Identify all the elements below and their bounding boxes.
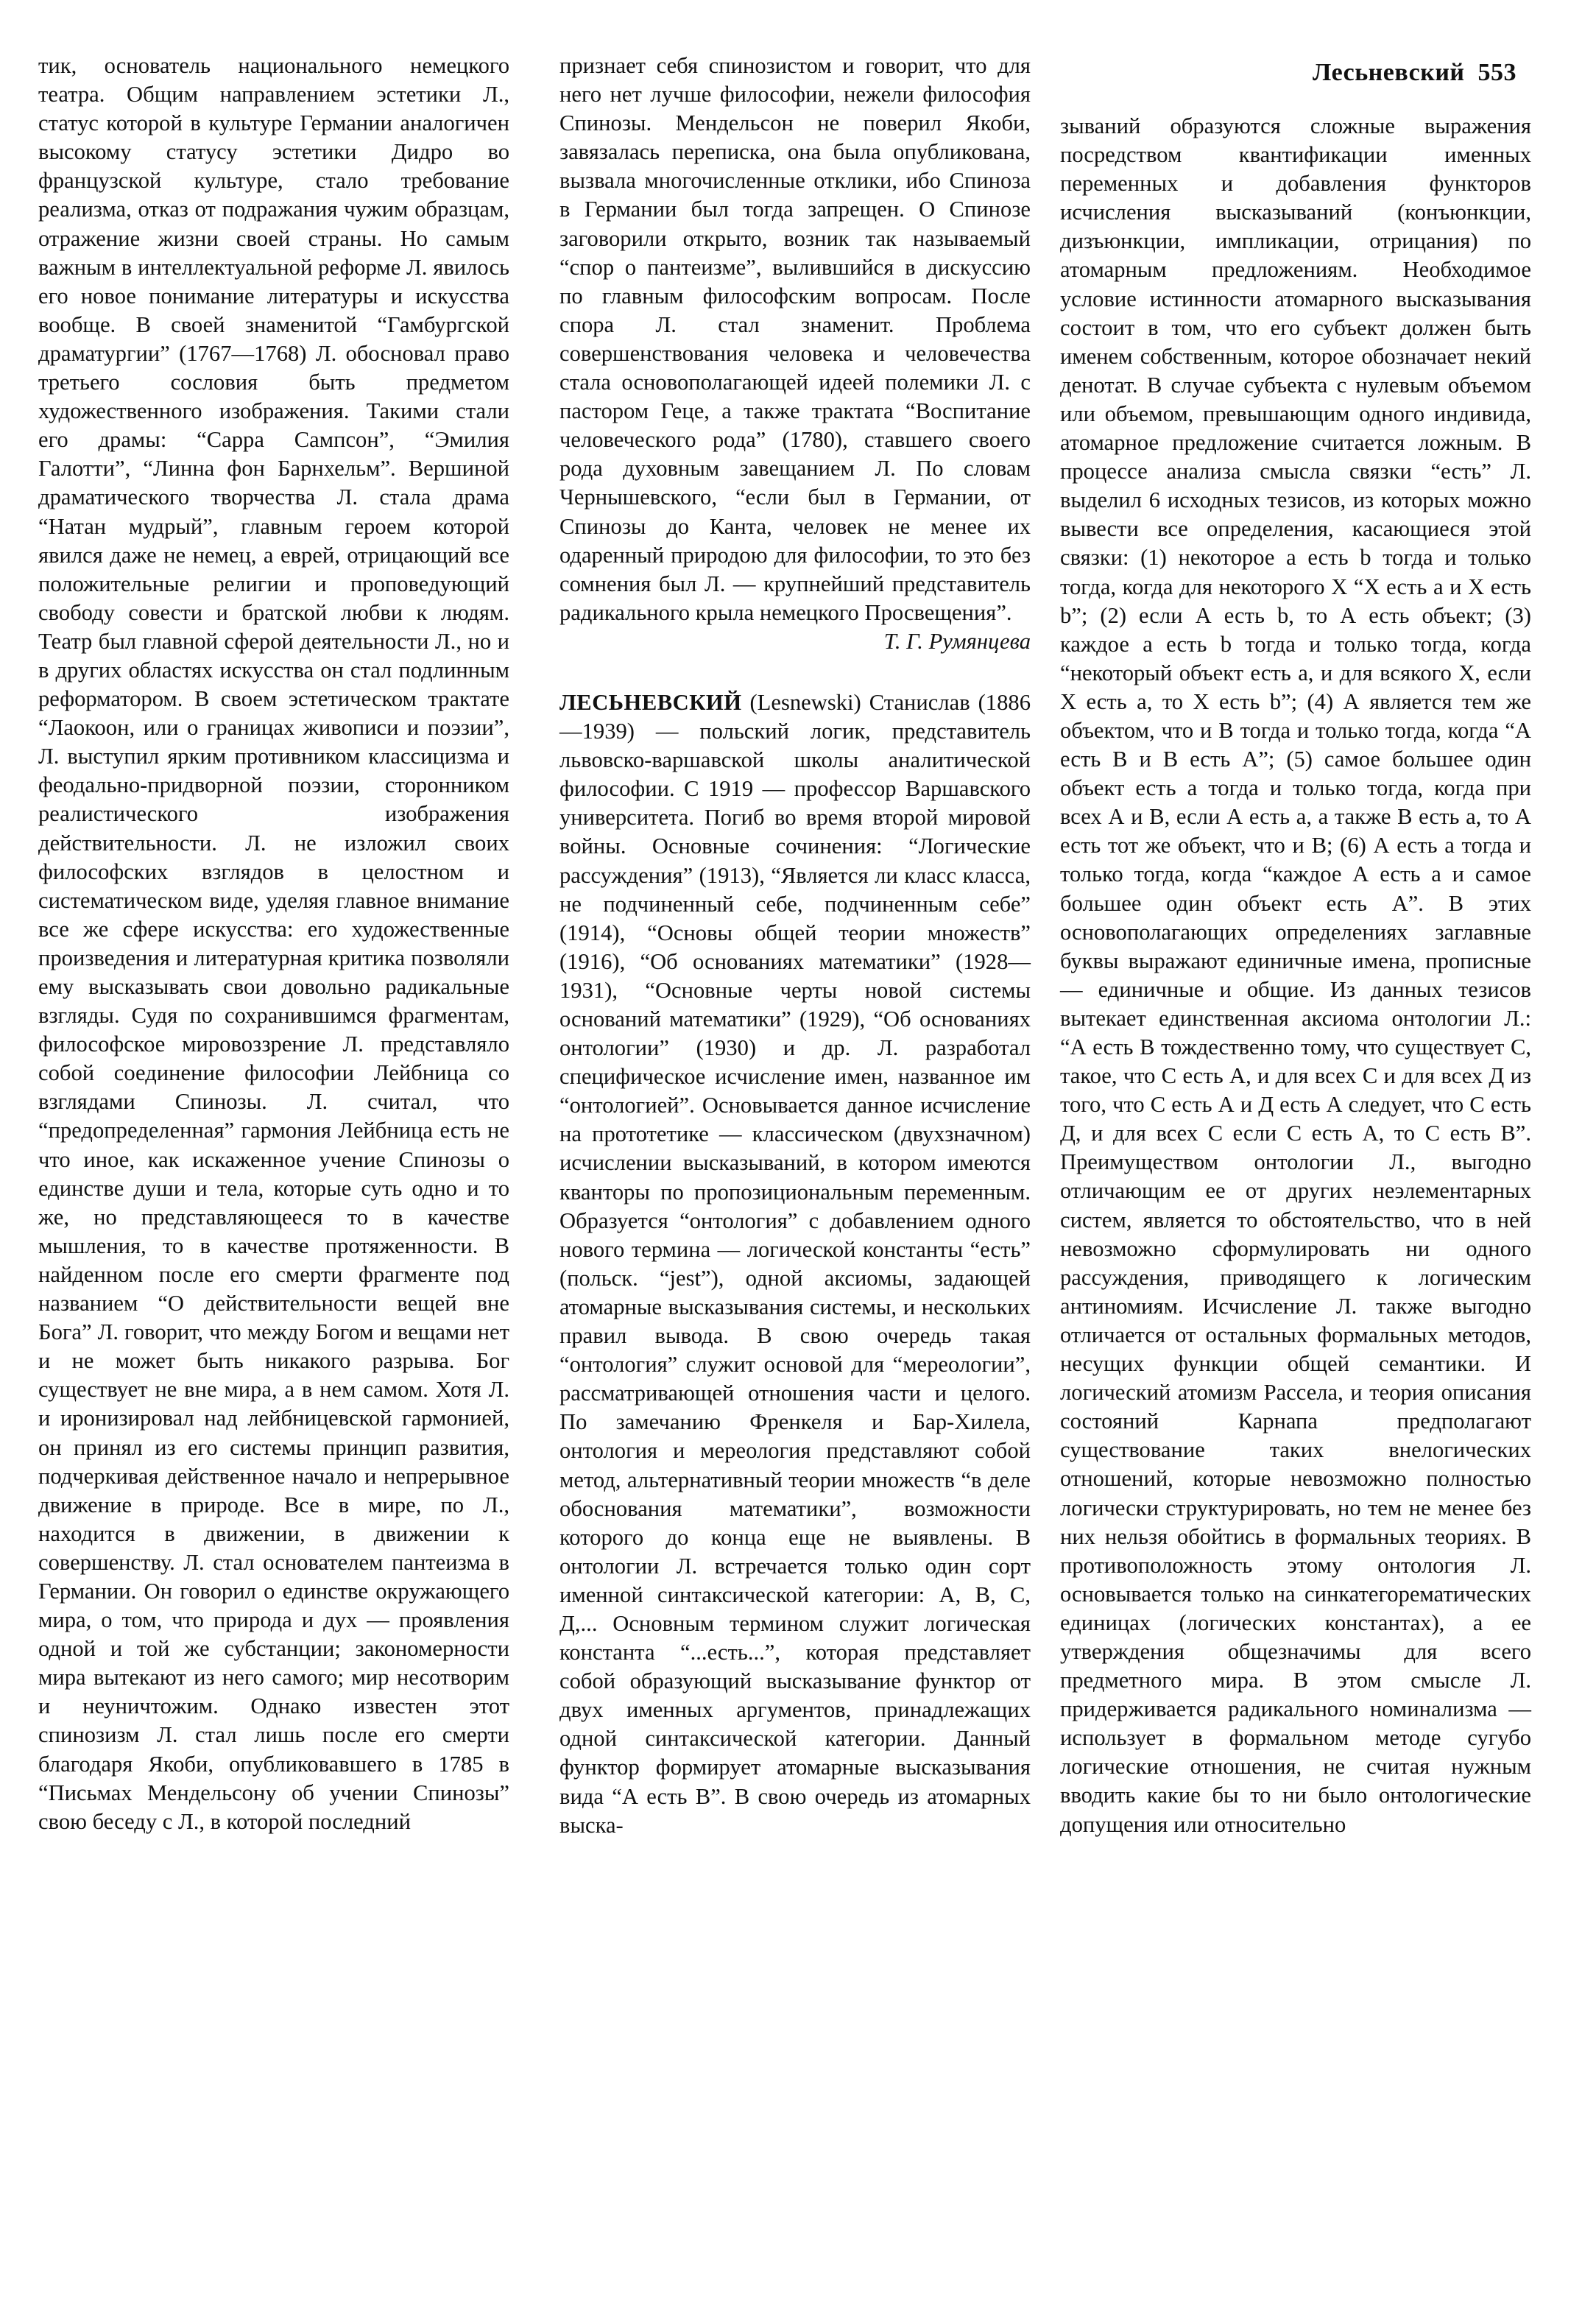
running-header <box>1313 59 1516 87</box>
entry-body: (Lesnewski) Станислав (1886—1939) — польский логик, представитель львовско-варшавской школы аналитической философии. С 1919 — профессор Варшавского университета. Погиб во время второй мировой войны. Основные сочинения: “Логические рассуждения” (1913), “Является ли класс класса, не подчиненный себе, подчиненным себе” (1914), “Основы общей теории множеств” (1916), “Об основаниях математики” (1928—1931), “Основные черты новой системы оснований математики” (1929), “Об основаниях онтологии” (1930) и др. Л. разработал специфическое исчисление имен, названное им “онтологией”. Основывается данное исчисление на прототетике — классическом (двухзначном) исчислении высказываний, в котором имеются кванторы по пропозициональным переменным. Образуется “онтология” с добавлением одного нового термина — логической константы “есть” (польск. “jest”), одной аксиомы, задающей атомарные высказывания системы, и нескольких правил вывода. В свою очередь такая “онтология” служит основой для “мереологии”, рассматривающей отношения части и целого. По замечанию Френкеля и Бар-Хилела, онтология и мереология представляют собой метод, альтернативный теории множеств “в деле обоснования математики”, возможности которого до конца еще не выявлены. В онтологии Л. встречается только один сорт именной синтаксической категории: А, В, С, Д,... Основным термином служит логическая константа “...есть...”, которая представляет собой образующий высказывание функтор от двух именных аргументов, принадлежащих одной синтаксической категории. Данный функтор формирует атомарные высказывания вида “А есть В”. В свою очередь из атомарных выска- <box>559 689 1031 1838</box>
text-column-2 <box>559 52 1031 1840</box>
running-title: Лесьневский <box>1313 59 1465 86</box>
column-3-text: зываний образуются сложные выражения посредством квантификации именных переменных и добавления функторов исчисления высказываний (конъюнкции, дизъюнкции, импликации, отрицания) по атомарным предложениям. Необходимое условие истинности атомарного высказывания состоит в том, что его субъект должен быть именем собственным, которое обозначает некий денотат. В случае субъекта с нулевым объемом или объемом, превышающим одного индивида, атомарное предложение считается ложным. В процессе анализа смысла связки “есть” Л. выделил 6 исходных тезисов, из которых можно вывести все определения, касающиеся этой связки: (1) некоторое а есть b тогда и только тогда, когда для некоторого X “X есть а и X есть b”; (2) если А есть b, то А есть объект; (3) каждое а есть b тогда и только тогда, когда “некоторый объект есть а, и для всякого X, если X есть а, то X есть b”; (4) А является тем же объектом, что и В тогда и только тогда, когда “А есть В и В есть А”; (5) самое большее один объект есть а тогда и только тогда, когда при всех А и В, если А есть а, а также В есть а, то А есть тот же объект, что и В; (6) А есть а тогда и только тогда, когда “каждое А есть а и самое большее один объект есть А”. В этих основополагающих определениях заглавные буквы выражают единичные имена, прописные — единичные и общие. Из данных тезисов вытекает единственная аксиома онтологии Л.: “А есть В тождественно тому, что существует С, такое, что С есть А, и для всех С и для всех Д из того, что С есть А и Д есть А следует, что С есть Д, и для всех С если С есть А, то С есть В”. Преимуществом онтологии Л., выгодно отличающим ее от других неэлементарных систем, является то обстоятельство, что в ней невозможно сформулировать ни одного рассуждения, приводящего к логическим антиномиям. Исчисление Л. также выгодно отличается от остальных формальных методов, несущих функции общей семантики. И логический атомизм Рассела, и теория описания состояний Карнапа предполагают существование таких внелогических отношений, которые невозможно полностью логически структурировать, но тем не менее без них нельзя обойтись в формальных теориях. В противоположность этому онтология Л. основывается только на синкатегорематических единицах (логических константах), а ее утверждения общезначимы для всего предметного мира. В этом смысле Л. придерживается радикального номинализма — использует в формальном методе сугубо логические отношения, не считая нужным вводить какие бы то ни было онтологические допущения или относительно <box>1060 113 1531 1837</box>
column-2-text: признает себя спинозистом и говорит, что для него нет лучше философии, нежели философия Спинозы. Мендельсон не поверил Якоби, завязалась переписка, она была опубликована, вызвала многочисленные отклики, ибо Спиноза в Германии был тогда запрещен. О Спинозе заговорили открыто, возник так называемый “спор о пантеизме”, вылившийся в дискуссию по главным философским вопросам. После спора Л. стал знаменит. Проблема совершенствования человека и человечества стала основополагающей идеей полемики Л. с пастором Геце, а также трактата “Воспитание человеческого рода” (1780), ставшего своего рода духовным завещанием Л. По словам Чернышевского, “если был в Германии, от Спинозы до Канта, человек не менее их одаренный природою для философии, то это без сомнения был Л. — крупнейший представитель радикального крыла немецкого Просвещения”. <box>559 53 1031 625</box>
entry-lesniewski <box>559 688 1031 1840</box>
page-number: 553 <box>1477 59 1516 86</box>
column-1-text: тик, основатель национального немецкого театра. Общим направлением эстетики Л., статус которой в культуре Германии аналогичен высокому статусу эстетики Дидро во французской культуре, стало требование реализма, отказ от подражания чужим образцам, отражение жизни своей страны. Но самым важным в интеллектуальной реформе Л. явилось его новое понимание литературы и искусства вообще. В своей знаменитой “Гамбургской драматургии” (1767—1768) Л. обосновал право третьего сословия быть предметом художественного изображения. Такими стали его драмы: “Сарра Сампсон”, “Эмилия Галотти”, “Линна фон Барнхельм”. Вершиной драматического творчества Л. стала драма “Натан мудрый”, главным героем которой явился даже не немец, а еврей, отрицающий все положительные религии и проповедующий свободу совести и братской любви к людям. Театр был главной сферой деятельности Л., но и в других областях искусства он стал подлинным реформатором. В своем эстетическом трактате “Лаокоон, или о границах живописи и поэзии”, Л. выступил ярким противником классицизма и феодально-придворной поэзии, сторонником реалистического изображения действительности. Л. не изложил своих философских взглядов в целостном и систематическом виде, уделяя главное внимание все же сфере искусства: его художественные произведения и литературная критика позволяли ему высказывать свои довольно радикальные взгляды. Судя по сохранившимся фрагментам, философское мировоззрение Л. представляло собой соединение философии Лейбница со взглядами Спинозы. Л. считал, что “предопределенная” гармония Лейбница есть не что иное, как искаженное учение Спинозы о единстве души и тела, которые суть одно и то же, но представляющееся то в качестве мышления, то в качестве протяженности. В найденном после его смерти фрагменте под названием “О действительности вещей вне Бога” Л. говорит, что между Богом и вещами нет и не может быть никакого разрыва. Бог существует не вне мира, а в нем самом. Хотя Л. и иронизировал над лейбницевской гармонией, он принял из его системы принцип развития, подчеркивая действенное начало и непрерывное движение в природе. Все в мире, по Л., находится в движении, в движении к совершенству. Л. стал основателем пантеизма в Германии. Он говорил о единстве окружающего мира, о том, что природа и дух — проявления одной и той же субстанции; закономерности мира вытекают из него самого; мир несотворим и неуничтожим. Однако известен этот спинозизм Л. стал лишь после его смерти благодаря Якоби, опубликовавшего в 1785 в “Письмах Мендельсону об учении Спинозы” свою беседу с Л., в которой последний <box>38 53 509 1834</box>
article-author: Т. Г. Румянцева <box>883 628 1031 654</box>
text-column-1 <box>38 52 509 1836</box>
entry-headword: ЛЕСЬНЕВСКИЙ <box>559 689 742 715</box>
text-column-3 <box>1060 112 1531 2306</box>
